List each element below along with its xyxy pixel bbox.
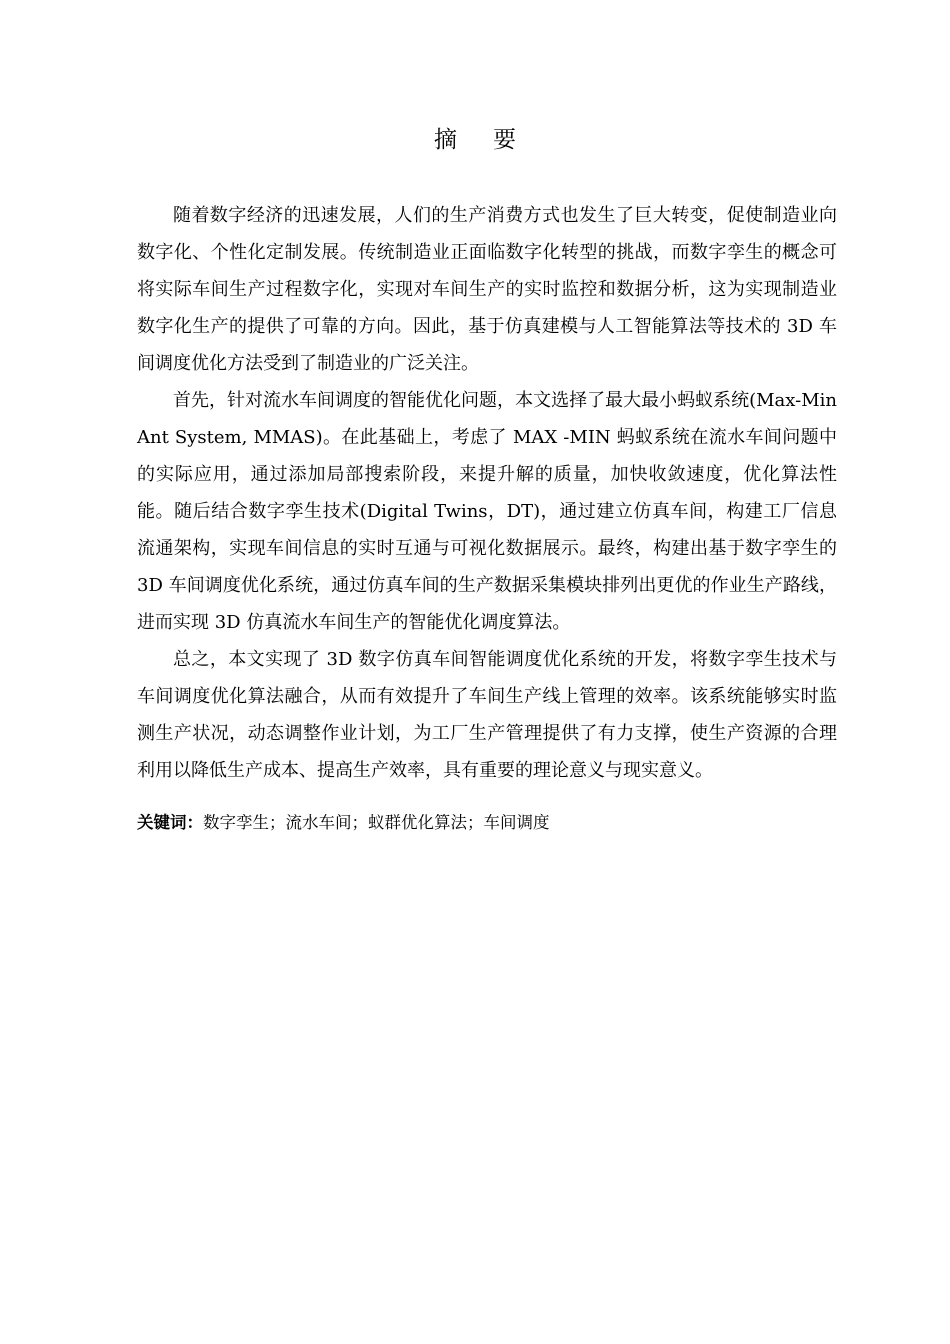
abstract-paragraph-2: 首先，针对流水车间调度的智能优化问题，本文选择了最大最小蚂蚁系统(Max-Min Ant System, MMAS)。在此基础上，考虑了 MAX -MIN 蚂蚁系统在流水车间问题中的实际应用，通过添加局部搜索阶段，来提升解的质量，加快收敛速度，优化算法性能。随后结合数字孪生技术(Digital Twins，DT)，通过建立仿真车间，构建工厂信息流通架构，实现车间信息的实时互通与可视化数据展示。最终，构建出基于数字孪生的 3D 车间调度优化系统，通过仿真车间的生产数据采集模块排列出更优的作业生产路线，进而实现 3D 仿真流水车间生产的智能优化调度算法。 bbox=[137, 390, 837, 633]
abstract-paragraph-3: 总之，本文实现了 3D 数字仿真车间智能调度优化系统的开发，将数字孪生技术与车间调度优化算法融合，从而有效提升了车间生产线上管理的效率。该系统能够实时监测生产状况，动态调整作业计划，为工厂生产管理提供了有力支撑，使生产资源的合理利用以降低生产成本、提高生产效率，具有重要的理论意义与现实意义。 bbox=[137, 649, 837, 781]
page-title bbox=[0, 124, 950, 156]
keywords-text: 数字孪生；流水车间；蚁群优化算法；车间调度 bbox=[203, 813, 550, 832]
title-char-1: 摘 bbox=[434, 127, 457, 153]
title-char-2: 要 bbox=[493, 127, 516, 153]
keywords-line bbox=[137, 808, 837, 838]
abstract-body bbox=[137, 197, 837, 789]
keywords-label: 关键词： bbox=[137, 813, 203, 832]
abstract-paragraph-1: 随着数字经济的迅速发展，人们的生产消费方式也发生了巨大转变，促使制造业向数字化、个性化定制发展。传统制造业正面临数字化转型的挑战，而数字孪生的概念可将实际车间生产过程数字化，实现对车间生产的实时监控和数据分析，这为实现制造业数字化生产的提供了可靠的方向。因此，基于仿真建模与人工智能算法等技术的 3D 车间调度优化方法受到了制造业的广泛关注。 bbox=[137, 205, 837, 374]
